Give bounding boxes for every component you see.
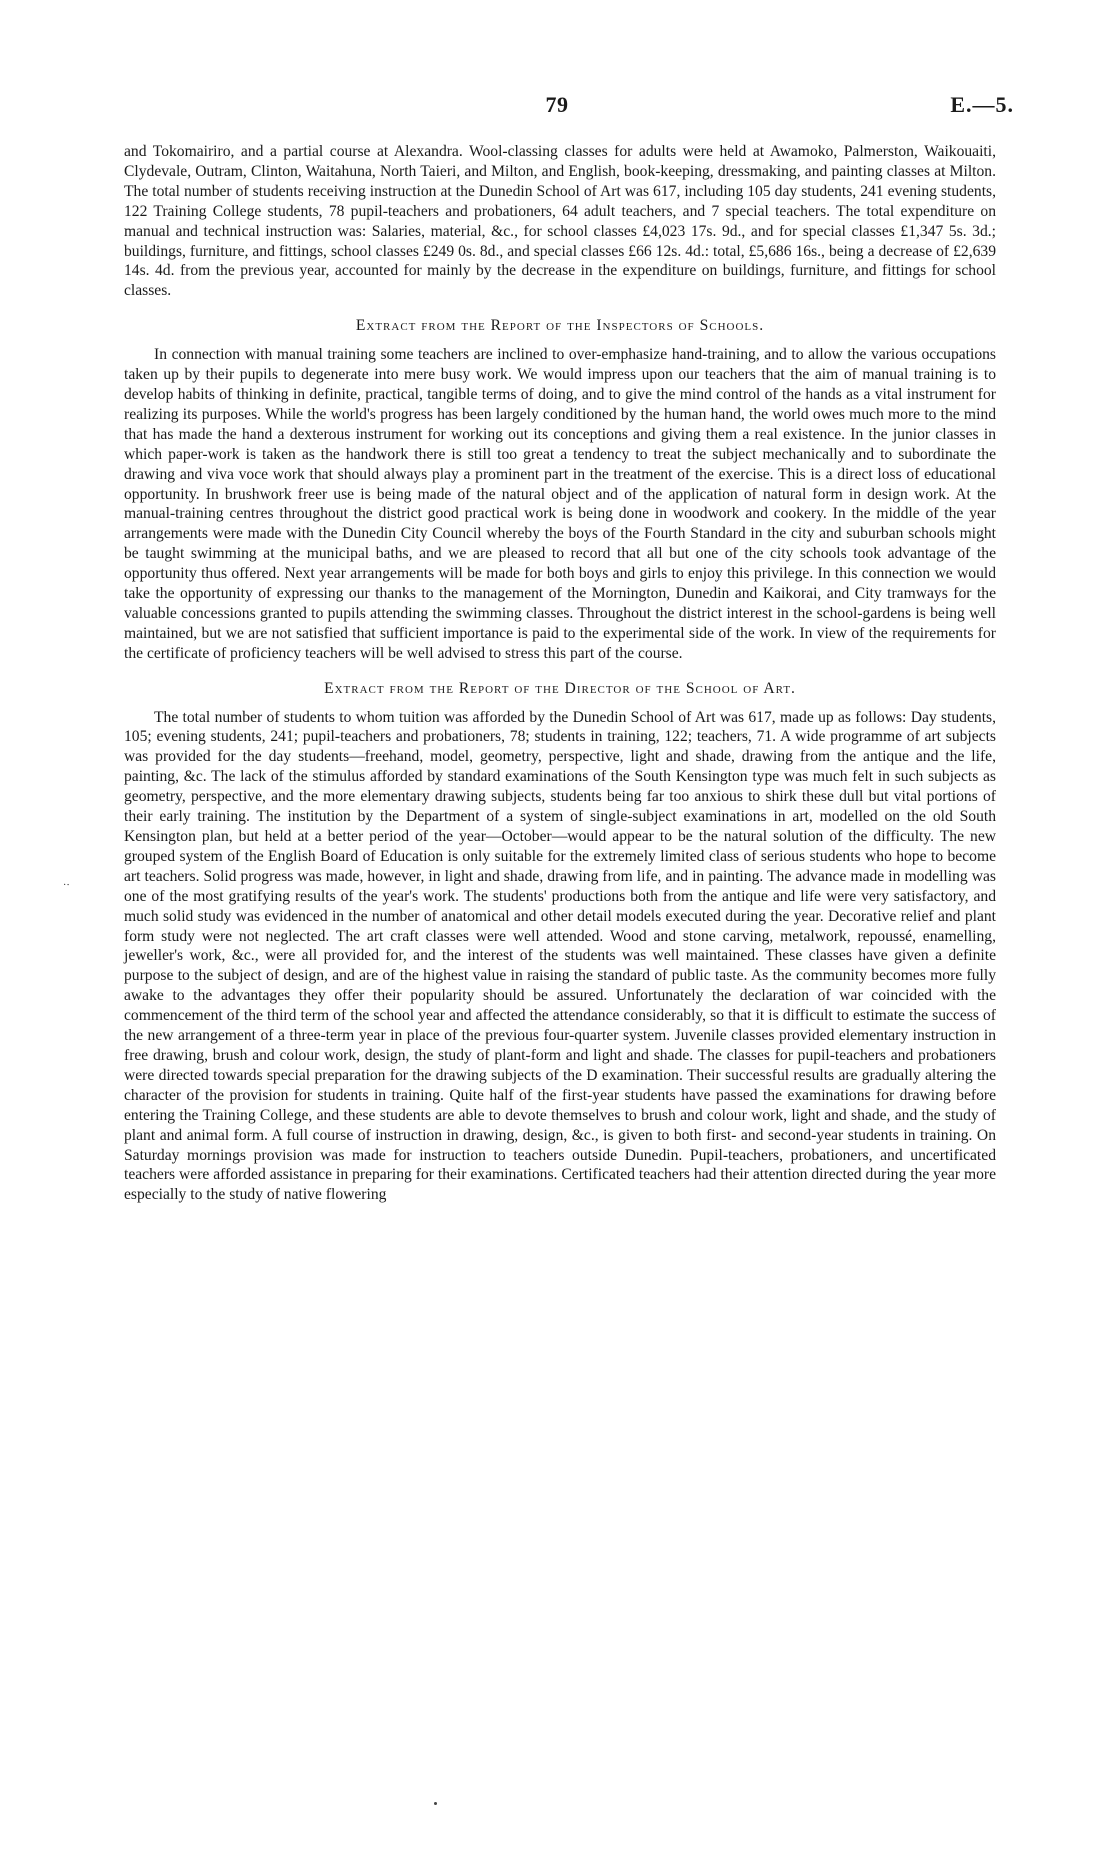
director-report-paragraph: The total number of students to whom tuition was afforded by the Dunedin School of Art was 617, made up as follows: Day students, 105; evening students, 241; pupil-teachers and probationers, 78; students in training, 122; teachers, 71. A wide programme of art subjects was provided for the day students—freehand, model, geometry, perspective, light and shade, drawing from the antique and the life, painting, &c. The lack of the stimulus afforded by standard examinations of the South Kensington type was much felt in such subjects as geometry, perspective, and the more elementary drawing subjects, students being far too anxious to shirk these dull but vital portions of their early training. The institution by the Department of a system of single-subject examinations in art, modelled on the old South Kensington plan, but held at a better period of the year—October—would appear to be the natural solution of the difficulty. The new grouped system of the English Board of Education is only suitable for the extremely limited class of serious students who hope to become art teachers. Solid progress was made, however, in light and shade, drawing from life, and in painting. The advance made in modelling was one of the most gratifying results of the year's work. The students' productions both from the antique and life were very satisfactory, and much solid study was evidenced in the number of anatomical and other detail models executed during the year. Decorative relief and plant form study were not neglected. The art craft classes were well attended. Wood and stone carving, metalwork, repoussé, enamelling, jeweller's work, &c., were all provided for, and the interest of the students was well maintained. These classes have given a definite purpose to the subject of design, and are of the highest value in raising the standard of public taste. As the community becomes more fully awake to the advantages they offer their popularity should be assured. Unfortunately the declaration of war coincided with the commencement of the third term of the school year and affected the attendance considerably, so that it is difficult to estimate the success of the new arrangement of a three-term year in place of the previous four-quarter system. Juvenile classes provided elementary instruction in free drawing, brush and colour work, design, the study of plant-form and light and shade. The classes for pupil-teachers and probationers were directed towards special preparation for the drawing subjects of the D examination. Their successful results are gradually altering the character of the provision for students in training. Quite half of the first-year students have passed the examinations for drawing before entering the Training College, and these students are able to devote themselves to brush and colour work, light and shade, and the study of plant and animal form. A full course of instruction in drawing, design, &c., is given to both first- and second-year students in training. On Saturday mornings provision was made for instruction to teachers outside Dunedin. Pupil-teachers, probationers, and uncertificated teachers were afforded assistance in preparing for their examinations. Certificated teachers had their attention directed during the year more especially to the study of native flowering xyxy=(124,708,996,1204)
director-report-heading: Extract from the Report of the Director of the School of Art. xyxy=(324,679,796,697)
inspectors-report-heading: Extract from the Report of the Inspectors of Schools. xyxy=(355,317,765,335)
scan-dot-mark xyxy=(434,1802,437,1805)
page-number: 79 xyxy=(545,92,569,117)
scan-speck-mark: ·⋅ xyxy=(63,880,70,891)
page-body xyxy=(124,142,996,1205)
page-header xyxy=(0,92,1114,126)
intro-paragraph: and Tokomairiro, and a partial course at Alexandra. Wool-classing classes for adults were held at Awamoko, Palmerston, Waikouaiti, Clydevale, Outram, Clinton, Waitahuna, North Taieri, and Milton, and English, book-keeping, dressmaking, and painting classes at Milton. The total number of students receiving instruction at the Dunedin School of Art was 617, including 105 day students, 241 evening students, 122 Training College students, 78 pupil-teachers and probationers, 64 adult teachers, and 7 special teachers. The total expenditure on manual and technical instruction was: Salaries, material, &c., for school classes £4,023 17s. 9d., and for special classes £1,347 5s. 3d.; buildings, furniture, and fittings, school classes £249 0s. 8d., and special classes £66 12s. 4d.: total, £5,686 16s., being a decrease of £2,639 14s. 4d. from the previous year, accounted for mainly by the decrease in the expenditure on buildings, furniture, and fittings for school classes. xyxy=(124,143,996,300)
inspectors-report-paragraph: In connection with manual training some teachers are inclined to over-emphasize hand-training, and to allow the various occupations taken up by their pupils to degenerate into mere busy work. We would impress upon our teachers that the aim of manual training is to develop habits of thinking in definite, practical, tangible terms of doing, and to give the mind control of the hands as a vital instrument for realizing its purposes. While the world's progress has been largely conditioned by the human hand, the world owes much more to the mind that has made the hand a dexterous instrument for working out its conceptions and giving them a real existence. In the junior classes in which paper-work is taken as the handwork there is still too great a tendency to treat the subject mechanically and to subordinate the drawing and viva voce work that should always play a prominent part in the treatment of the exercise. This is a direct loss of educational opportunity. In brushwork freer use is being made of the natural object and of the application of natural form in design work. At the manual-training centres throughout the district good practical work is being done in woodwork and cookery. In the middle of the year arrangements were made with the Dunedin City Council whereby the boys of the Fourth Standard in the city and suburban schools might be taught swimming at the municipal baths, and we are pleased to record that all but one of the city schools took advantage of the opportunity thus offered. Next year arrangements will be made for both boys and girls to enjoy this privilege. In this connection we would take the opportunity of expressing our thanks to the management of the Mornington, Dunedin and Kaikorai, and City tramways for the valuable concessions granted to pupils attending the swimming classes. Throughout the district interest in the school-gardens is being well maintained, but we are not satisfied that sufficient importance is paid to the experimental side of the work. In view of the requirements for the certificate of proficiency teachers will be well advised to stress this part of the course. xyxy=(124,346,996,662)
document-reference: E.—5. xyxy=(950,92,1014,117)
